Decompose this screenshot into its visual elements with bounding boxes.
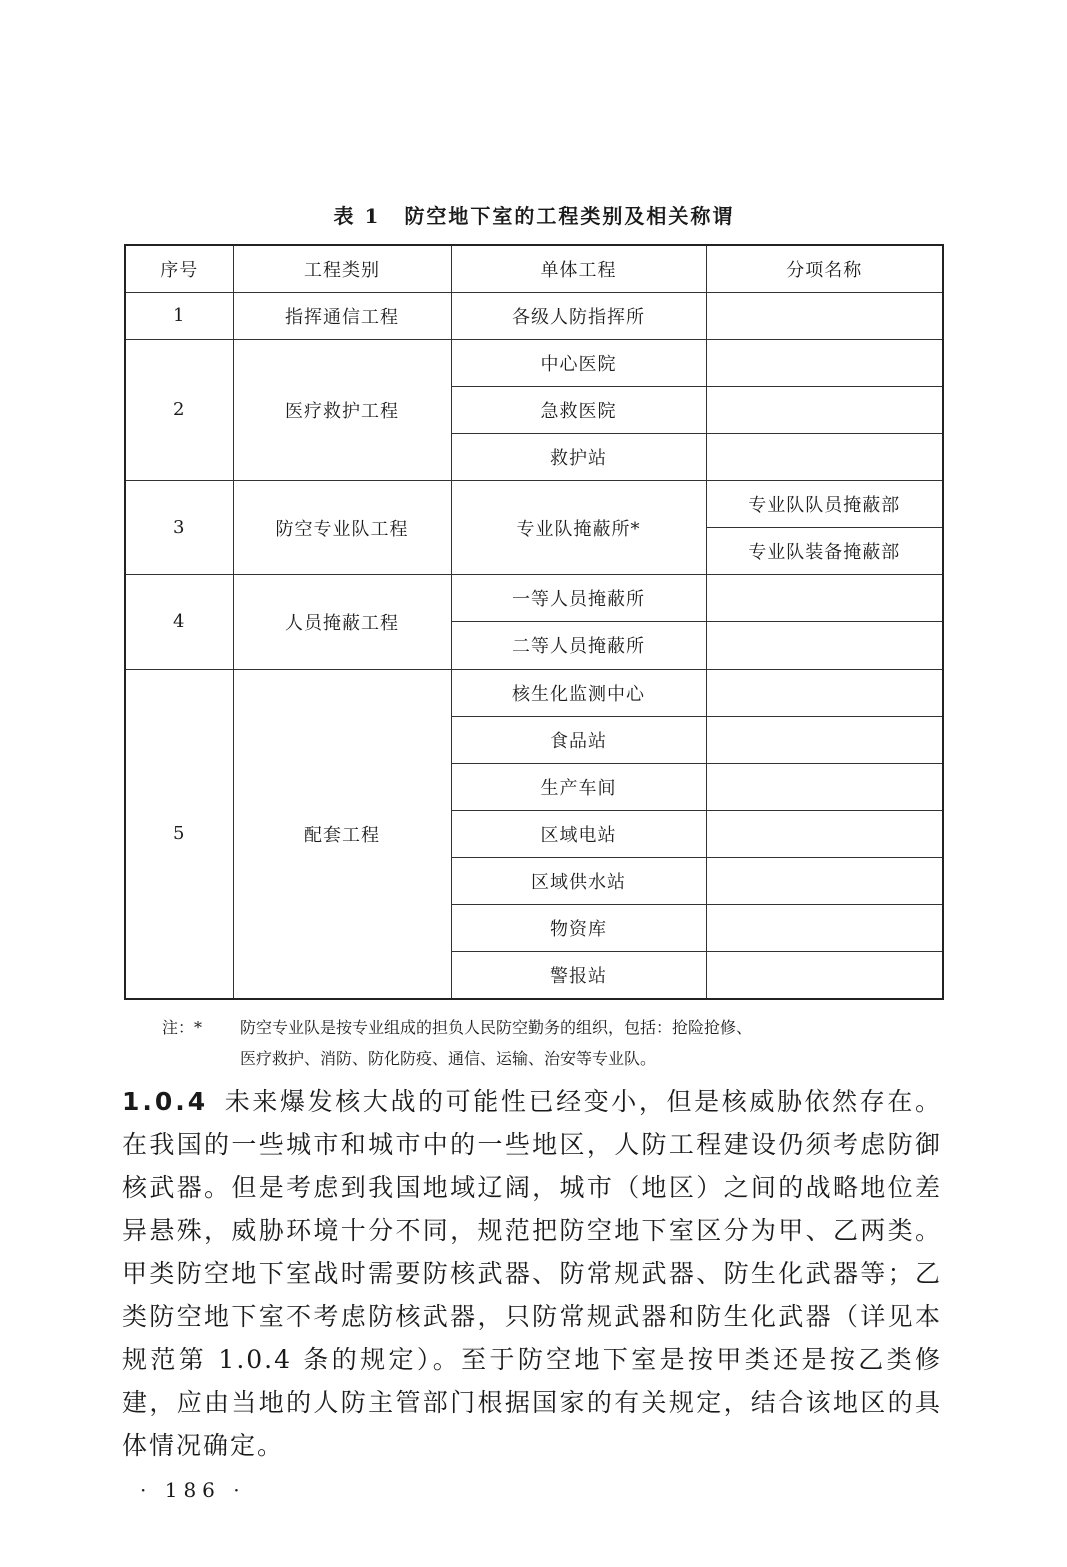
table-note [162, 1012, 962, 1074]
table-row [125, 481, 943, 528]
table-row [125, 339, 943, 386]
unit-cell: 一等人员掩蔽所 [451, 575, 706, 622]
unit-cell: 二等人员掩蔽所 [451, 622, 706, 669]
subitem-cell [706, 292, 943, 339]
unit-cell: 核生化监测中心 [451, 669, 706, 716]
category-cell: 防空专业队工程 [233, 481, 451, 575]
subitem-cell [706, 810, 943, 857]
subitem-cell [706, 433, 943, 480]
unit-cell: 物资库 [451, 905, 706, 952]
category-cell: 指挥通信工程 [233, 292, 451, 339]
table-row [125, 292, 943, 339]
unit-cell: 救护站 [451, 433, 706, 480]
page-number: · 186 · [140, 1478, 246, 1502]
note-line-1 [162, 1012, 962, 1043]
subitem-cell [706, 339, 943, 386]
seq-cell: 2 [125, 339, 233, 480]
seq-cell: 1 [125, 292, 233, 339]
clause-number: 1.0.4 [122, 1087, 209, 1116]
table-caption [124, 200, 944, 229]
unit-cell: 专业队掩蔽所* [451, 481, 706, 575]
category-cell: 配套工程 [233, 669, 451, 999]
header-seq: 序号 [125, 245, 233, 292]
unit-cell: 各级人防指挥所 [451, 292, 706, 339]
category-cell: 医疗救护工程 [233, 339, 451, 480]
unit-cell: 食品站 [451, 716, 706, 763]
subitem-cell [706, 622, 943, 669]
unit-cell: 急救医院 [451, 386, 706, 433]
header-subitem: 分项名称 [706, 245, 943, 292]
subitem-cell [706, 952, 943, 999]
header-unit: 单体工程 [451, 245, 706, 292]
clause-paragraph [122, 1080, 942, 1467]
subitem-cell [706, 669, 943, 716]
category-cell: 人员掩蔽工程 [233, 575, 451, 669]
seq-cell: 4 [125, 575, 233, 669]
note-label: 注：* [162, 1018, 203, 1037]
note-text-1: 防空专业队是按专业组成的担负人民防空勤务的组织，包括：抢险抢修、 [240, 1018, 753, 1037]
subitem-cell: 专业队装备掩蔽部 [706, 528, 943, 575]
unit-cell: 区域供水站 [451, 858, 706, 905]
subitem-cell [706, 716, 943, 763]
seq-cell: 3 [125, 481, 233, 575]
classification-table [124, 244, 944, 1000]
table-header-row [125, 245, 943, 292]
subitem-cell: 专业队队员掩蔽部 [706, 481, 943, 528]
unit-cell: 生产车间 [451, 763, 706, 810]
table-row [125, 575, 943, 622]
table-caption-title: 防空地下室的工程类别及相关称谓 [404, 204, 735, 228]
subitem-cell [706, 858, 943, 905]
clause-text: 未来爆发核大战的可能性已经变小，但是核威胁依然存在。在我国的一些城市和城市中的一些地区，人防工程建设仍须考虑防御核武器。但是考虑到我国地域辽阔，城市（地区）之间的战略地位差异悬殊，威胁环境十分不同，规范把防空地下室区分为甲、乙两类。甲类防空地下室战时需要防核武器、防常规武器、防生化武器等；乙类防空地下室不考虑防核武器，只防常规武器和防生化武器（详见本规范第 1.0.4 条的规定）。至于防空地下室是按甲类还是按乙类修建，应由当地的人防主管部门根据国家的有关规定，结合该地区的具体情况确定。 [122, 1087, 942, 1460]
subitem-cell [706, 763, 943, 810]
subitem-cell [706, 905, 943, 952]
note-line-2: 医疗救护、消防、防化防疫、通信、运输、治安等专业队。 [240, 1049, 657, 1068]
unit-cell: 警报站 [451, 952, 706, 999]
header-category: 工程类别 [233, 245, 451, 292]
subitem-cell [706, 575, 943, 622]
table-caption-number: 表 1 [333, 204, 381, 228]
subitem-cell [706, 386, 943, 433]
unit-cell: 中心医院 [451, 339, 706, 386]
table-row [125, 669, 943, 716]
unit-cell: 区域电站 [451, 810, 706, 857]
seq-cell: 5 [125, 669, 233, 999]
